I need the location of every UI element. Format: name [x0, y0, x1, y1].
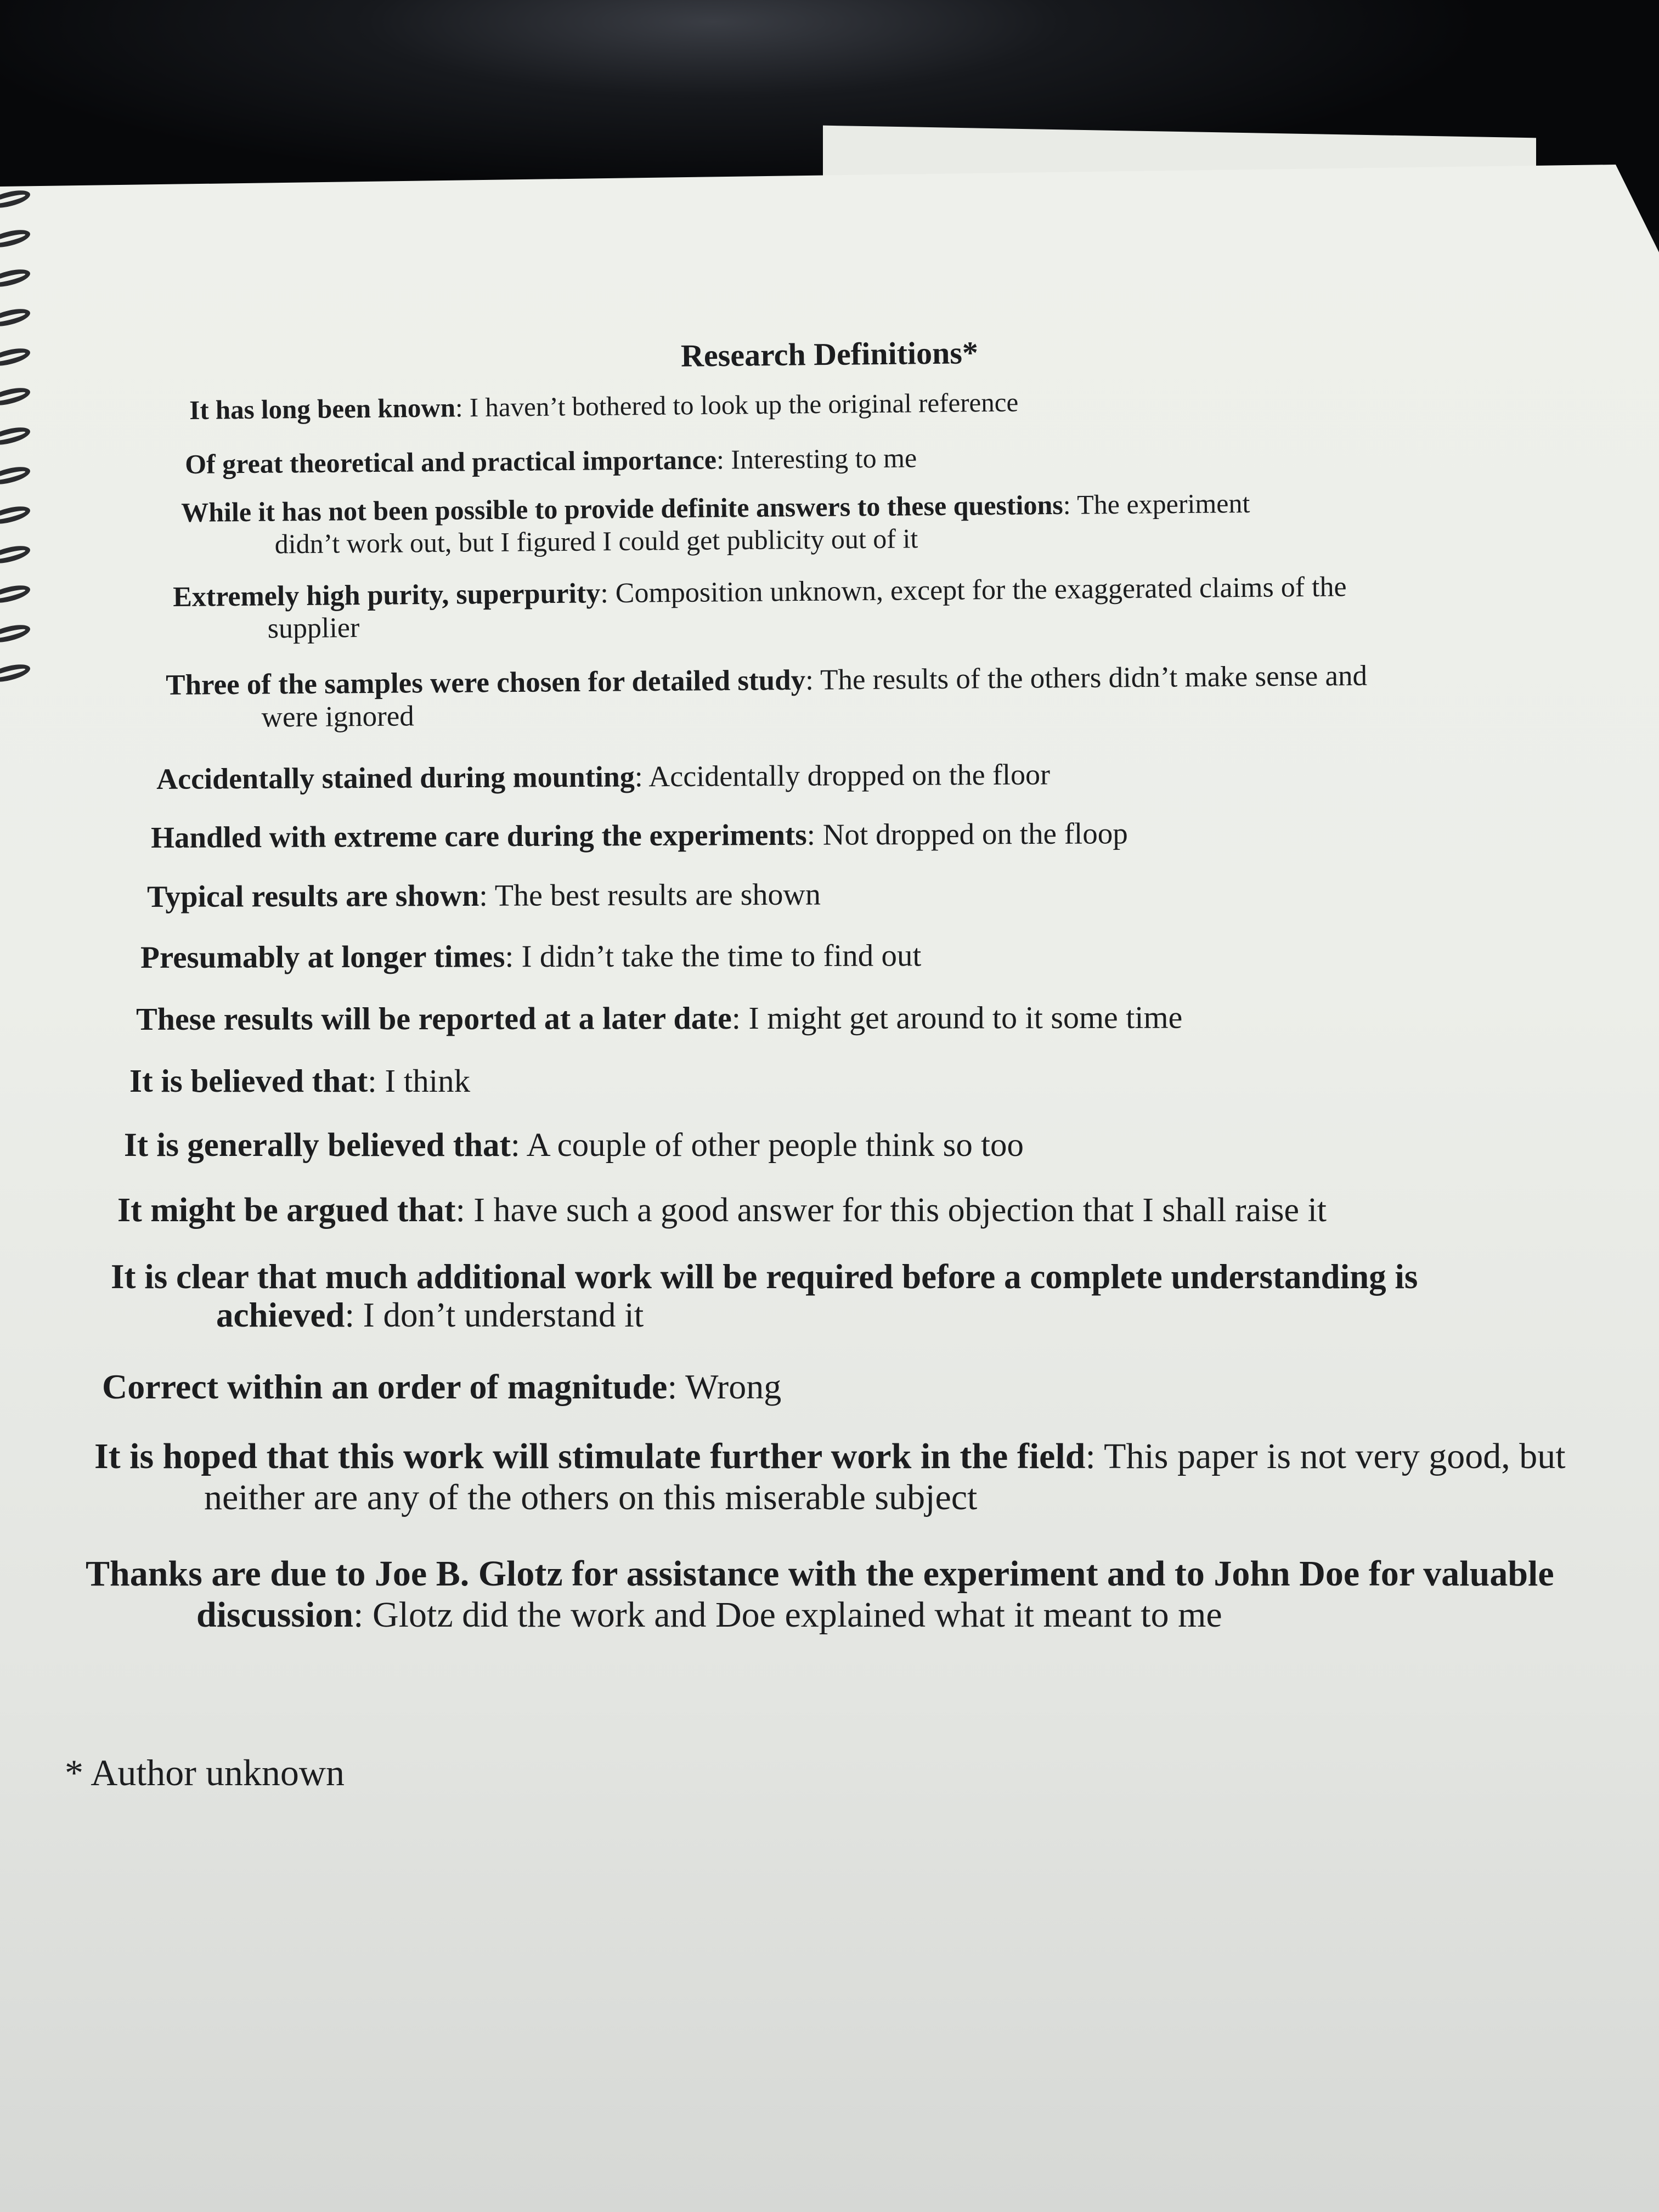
definition-entry: Correct within an order of magnitude: Wrong [102, 1367, 782, 1406]
definition-entry: It is hoped that this work will stimulate further work in the field: This paper is not very good, but neither are any of the others on this miserable subject [94, 1436, 1566, 1518]
definition-text: Glotz did the work and Doe explained what it meant to me [372, 1595, 1222, 1635]
definition-continuation: neither are any of the others on this miserable subject [204, 1477, 978, 1518]
definition-term: Extremely high purity, superpurity [172, 578, 601, 613]
definition-term: Handled with extreme care during the experiments [150, 817, 807, 854]
definition-continuation: supplier [267, 612, 360, 645]
definition-entry: Typical results are shown: The best results are shown [146, 877, 821, 914]
definition-text: Composition unknown, except for the exaggerated claims of the [615, 571, 1347, 609]
definition-term: Correct within an order of magnitude [102, 1367, 668, 1406]
definition-entry: Extremely high purity, superpurity: Composition unknown, except for the exaggerated claims of the supplier [172, 571, 1347, 645]
document-title: Research Definitions* [680, 335, 979, 374]
definition-entry: It is believed that: I think [129, 1063, 471, 1099]
definition-text: The best results are shown [494, 877, 821, 913]
definition-text: I have such a good answer for this objection that I shall raise it [473, 1192, 1327, 1229]
definition-entry: While it has not been possible to provide definite answers to these questions: The experiment didn’t work out, but I figured I could get publicity out of it [180, 487, 1250, 560]
definition-text: Accidentally dropped on the floor [648, 758, 1051, 793]
definition-continuation: didn’t work out, but I figured I could get publicity out of it [274, 522, 918, 560]
definition-entry [86, 1555, 1554, 1634]
definition-term: Presumably at longer times [140, 939, 505, 975]
definition-term: While it has not been possible to provide definite answers to these questions [180, 489, 1063, 528]
definition-term: These results will be reported at a later date [136, 1000, 732, 1037]
definition-entry: Handled with extreme care during the experiments: Not dropped on the floop [150, 816, 1128, 854]
definition-term: It has long been known [189, 392, 456, 425]
definition-continuation: were ignored [261, 700, 415, 733]
definition-text: I think [385, 1063, 471, 1099]
definition-text: I might get around to it some time [748, 999, 1183, 1036]
definition-text: I didn’t take the time to find out [521, 938, 922, 974]
definition-term: It might be argued that [117, 1192, 456, 1229]
definition-text: I don’t understand it [363, 1296, 644, 1335]
definition-term: Thanks are due to Joe B. Glotz for assistance with the experiment and to John Doe for valuable [86, 1554, 1554, 1594]
definition-entry: It is generally believed that: A couple of other people think so too [124, 1127, 1024, 1164]
definition-entry: Accidentally stained during mounting: Accidentally dropped on the floor [156, 758, 1051, 795]
definition-continuation: discussion: Glotz did the work and Doe explained what it meant to me [196, 1595, 1222, 1635]
definition-term: It is hoped that this work will stimulate further work in the field [94, 1436, 1086, 1476]
definition-entry: Presumably at longer times: I didn’t take the time to find out [140, 938, 922, 975]
definition-text: A couple of other people think so too [526, 1127, 1024, 1164]
definition-term: Accidentally stained during mounting [156, 760, 635, 795]
definition-entry: It might be argued that: I have such a good answer for this objection that I shall raise it [117, 1192, 1327, 1229]
definition-continuation: achieved: I don’t understand it [216, 1296, 644, 1335]
definition-term: It is generally believed that [124, 1127, 511, 1164]
definition-text: The experiment [1076, 487, 1250, 520]
definition-text: The results of the others didn’t make sense and [820, 659, 1368, 696]
definition-term: It is clear that much additional work will be required before a complete understanding is [111, 1257, 1418, 1296]
definition-term: Three of the samples were chosen for detailed study [165, 664, 806, 701]
definition-text: This paper is not very good, but [1104, 1436, 1566, 1476]
definition-entry: Three of the samples were chosen for detailed study: The results of the others didn’t make sense and were ignored [165, 659, 1368, 733]
definition-term-continuation: discussion [196, 1595, 354, 1635]
definition-entry: These results will be reported at a later date: I might get around to it some time [136, 999, 1183, 1037]
definition-term-continuation: achieved [216, 1296, 345, 1335]
definition-text: I haven’t bothered to look up the original reference [469, 387, 1019, 423]
definition-text: Wrong [685, 1367, 782, 1406]
definition-entry: Of great theoretical and practical importance: Interesting to me [184, 442, 917, 479]
definition-term: Typical results are shown [146, 878, 479, 914]
definition-entry: It has long been known: I haven’t bothered to look up the original reference [189, 387, 1019, 425]
definition-text: Not dropped on the floop [822, 816, 1128, 851]
footnote: * Author unknown [65, 1752, 345, 1793]
definition-text: Interesting to me [731, 442, 917, 475]
definition-entry [111, 1259, 1418, 1333]
definition-term: It is believed that [129, 1063, 368, 1099]
definition-term: Of great theoretical and practical importance [184, 444, 717, 479]
